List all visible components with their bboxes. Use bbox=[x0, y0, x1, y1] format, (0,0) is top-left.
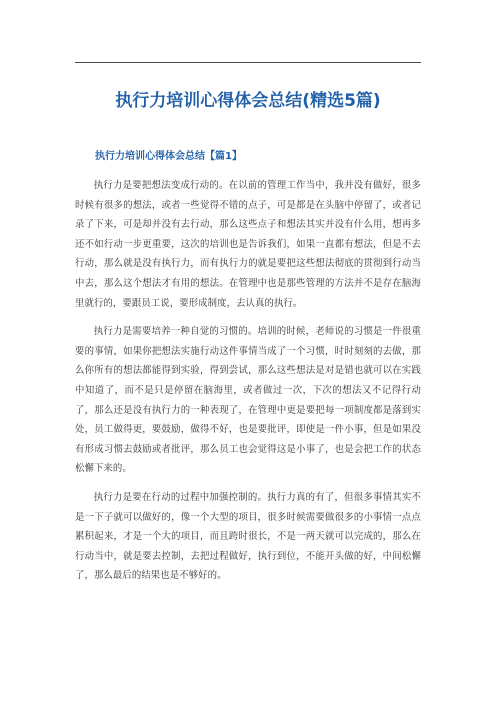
document-body bbox=[75, 176, 421, 595]
paragraph-2: 执行力是需要培养一种自觉的习惯的。培训的时候，老师说的习惯是一件很重要的事情，如果你把想法实施行动这件事情当成了一个习惯，时时刻刻的去做，那么你所有的想法都能得到实验，得到尝试，那么这些想法是对是错也就可以在实践中知道了，而不是只是停留在脑海里，或者做过一次，下次的想法又不记得行动了，那么还是没有执行力的一种表现了，在管理中更是要把每一项制度都是落到实处，员工做得更，要鼓励，做得不好，也是要批评，即使是一件小事，但是如果没有形成习惯去鼓励或者批评，那么员工也会觉得这是小事了，也是会把工作的状态松懈下来的。 bbox=[75, 326, 421, 475]
paragraph-3: 执行力是要在行动的过程中加强控制的。执行力真的有了，但很多事情其实不是一下子就可以做好的，像一个大型的项目，很多时候需要做很多的小事情一点点累积起来，才是一个大的项目，而且跨时很长，不是一两天就可以完成的，那么在行动当中，就是要去控制，去把过程做好，执行到位，不能开头做的好，中间松懈了，那么最后的结果也是不够好的。 bbox=[75, 491, 421, 582]
section-heading: 执行力培训心得体会总结【篇1】 bbox=[95, 151, 242, 162]
paragraph-1: 执行力是要把想法变成行动的。在以前的管理工作当中，我并没有做好，很多时候有很多的想法，或者一些觉得不错的点子，可是都是在头脑中停留了，或者记录了下来，可是却并没有去行动，那么这些点子和想法其实并没有什么用，想再多还不如行动一步更重要，这次的培训也是告诉我们，如果一直都有想法，但是不去行动，那么就是没有执行力，而有执行力的就是要把这些想法彻底的贯彻到行动当中去，那么这个想法才有用的想法。在管理中也是那些管理的方法并不是存在脑海里就行的，要跟员工说，要形成制度，去认真的执行。 bbox=[75, 180, 421, 309]
header-rule bbox=[75, 62, 421, 63]
document-title: 执行力培训心得体会总结(精选5篇) bbox=[115, 91, 381, 111]
